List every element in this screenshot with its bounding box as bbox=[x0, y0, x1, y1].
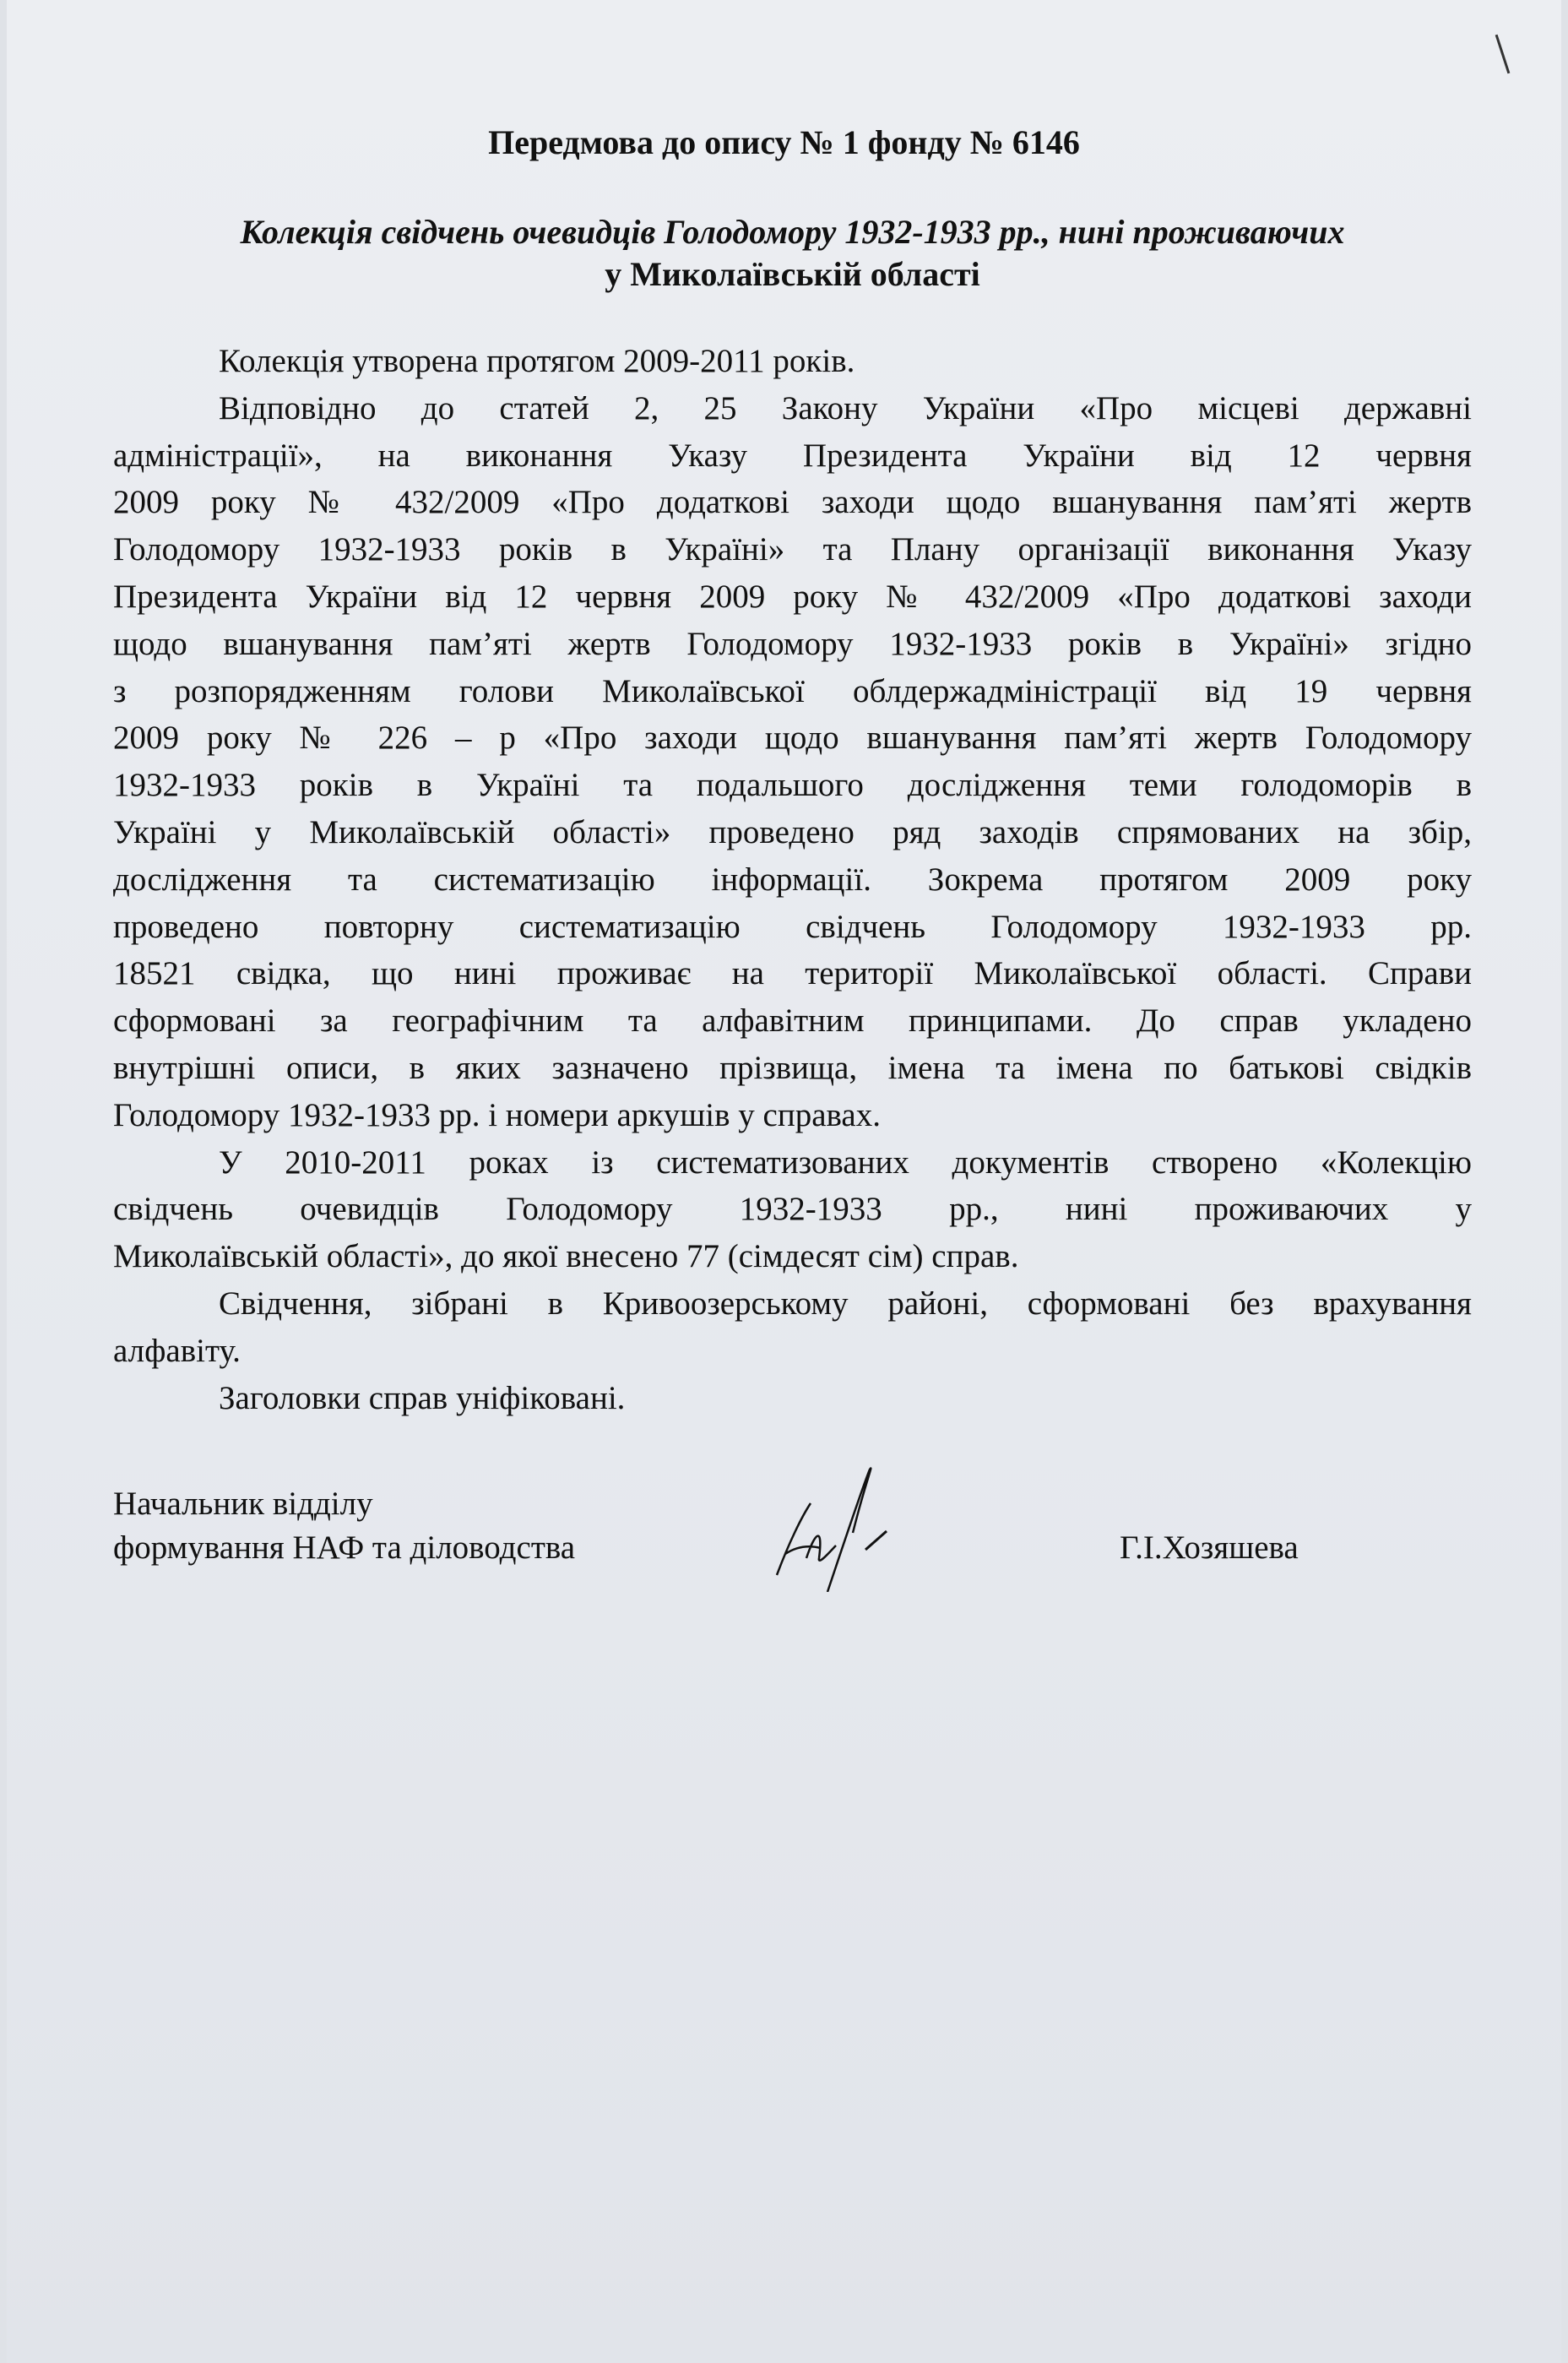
body-line: проведено повторну систематизацію свідчень Голодомору 1932-1933 рр. bbox=[113, 908, 1472, 945]
body-line: внутрішні описи, в яких зазначено прізвища, імена та імена по батькові свідків bbox=[113, 1049, 1472, 1086]
handwritten-signature bbox=[768, 1465, 903, 1592]
body-line: адміністрації», на виконання Указу Президента України від 12 червня bbox=[113, 437, 1472, 474]
body-line: 1932-1933 років в Україні та подальшого дослідження теми голодоморів в bbox=[113, 767, 1472, 804]
body-line: 18521 свідка, що нині проживає на території Миколаївської області. Справи bbox=[113, 955, 1472, 992]
document-subtitle bbox=[113, 211, 1472, 296]
subtitle-line-2: у Миколаївській області bbox=[605, 255, 980, 293]
body-line: Миколаївській області», до якої внесено 77 (сімдесят сім) справ. bbox=[113, 1238, 1019, 1275]
body-line: з розпорядженням голови Миколаївської облдержадміністрації від 19 червня bbox=[113, 672, 1472, 709]
body-line: дослідження та систематизацію інформації. Зокрема протягом 2009 року bbox=[113, 861, 1472, 898]
body-line: щодо вшанування пам’яті жертв Голодомору 1932-1933 років в Україні» згідно bbox=[113, 625, 1472, 662]
document-body bbox=[113, 338, 1472, 1421]
body-line: Відповідно до статей 2, 25 Закону України «Про місцеві державні bbox=[219, 389, 1472, 426]
body-line: сформовані за географічним та алфавітним принципами. До справ укладено bbox=[113, 1002, 1472, 1040]
position-line-2: формування НАФ та діловодства bbox=[113, 1529, 576, 1566]
position-line-1: Начальник відділу bbox=[113, 1486, 373, 1522]
document-title: Передмова до опису № 1 фонду № 6146 bbox=[488, 123, 1080, 161]
body-line: У 2010-2011 роках із систематизованих документів створено «Колекцію bbox=[219, 1143, 1472, 1181]
signatory-name: Г.І.Хозяшева bbox=[1120, 1529, 1299, 1566]
body-line: 2009 року № 432/2009 «Про додаткові заходи щодо вшанування пам’яті жертв bbox=[113, 484, 1472, 521]
body-line: Заголовки справ уніфіковані. bbox=[219, 1379, 626, 1416]
body-line: свідчень очевидців Голодомору 1932-1933 рр., нині проживаючих у bbox=[113, 1191, 1472, 1228]
body-line: алфавіту. bbox=[113, 1332, 241, 1369]
subtitle-line-1: Колекція свідчень очевидців Голодомору 1932-1933 рр., нині проживаючих bbox=[240, 213, 1345, 251]
body-line: Свідчення, зібрані в Кривоозерському районі, сформовані без врахування bbox=[219, 1285, 1472, 1322]
body-line: Голодомору 1932-1933 років в Україні» та Плану організації виконання Указу bbox=[113, 531, 1472, 568]
body-line: 2009 року № 226 – р «Про заходи щодо вшанування пам’яті жертв Голодомору bbox=[113, 720, 1472, 757]
signatory-position bbox=[113, 1482, 575, 1570]
body-line: Президента України від 12 червня 2009 року № 432/2009 «Про додаткові заходи bbox=[113, 578, 1472, 615]
body-line: Колекція утворена протягом 2009-2011 років. bbox=[219, 343, 855, 379]
body-line: Україні у Миколаївській області» проведено ряд заходів спрямованих на збір, bbox=[113, 813, 1472, 850]
body-line: Голодомору 1932-1933 рр. і номери аркушів у справах. bbox=[113, 1096, 881, 1133]
